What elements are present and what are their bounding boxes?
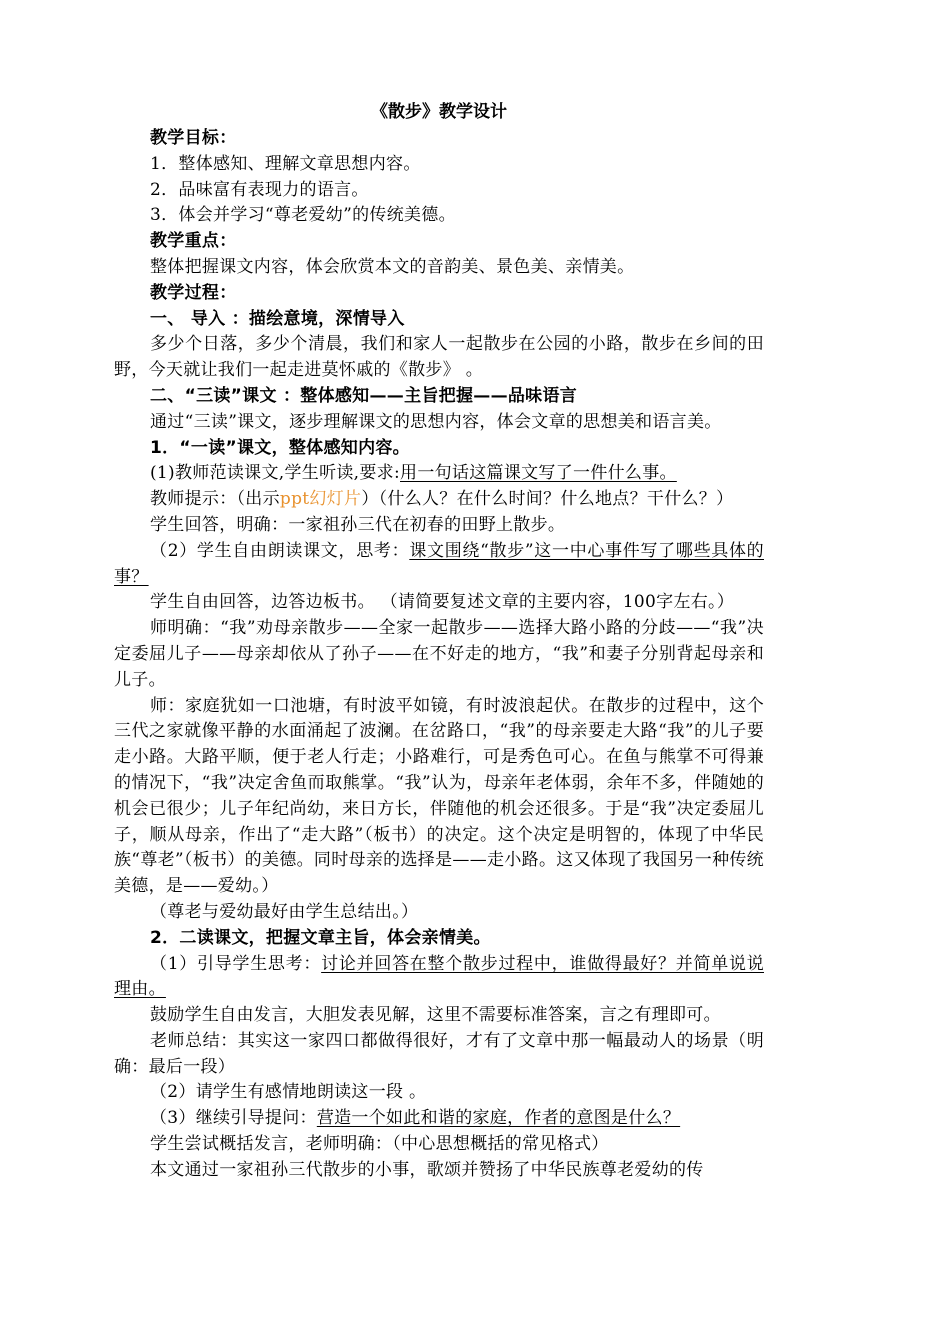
process-heading: 教学过程： (150, 282, 237, 303)
student-answer-2: 学生自由回答，边答边板书。 （请简要复述文章的主要内容，100字左右。） (150, 592, 735, 613)
key-points-heading: 教学重点： (150, 231, 237, 252)
part2-q1-underlined: 讨论并回答在整个散步过程中，谁做得最好？并简单说说理由。 (114, 953, 764, 1000)
part2-heading: 2．二读课文，把握文章主旨，体会亲情美。 (150, 927, 491, 948)
part2-attempt: 学生尝试概括发言，老师明确：（中心思想概括的常见格式） (150, 1134, 609, 1155)
part2-question-1 (114, 952, 764, 1004)
section1-heading: 一、 导入 ：描绘意境，深情导入 (150, 308, 405, 329)
part1-q1-prefix: (1)教师范读课文,学生听读,要求: (150, 463, 401, 484)
part2-question-2: （2）请学生有感情地朗读这一段 。 (150, 1082, 427, 1103)
part2-q3-prefix: （3）继续引导提问： (150, 1108, 317, 1129)
part1-heading: 1．“一读”课文，整体感知内容。 (150, 437, 410, 458)
teacher-clarify: 师明确：“我”劝母亲散步——全家一起散步——选择大路小路的分歧——“我”决定委屈儿子——母亲却依从了孙子——在不好走的地方，“我”和妻子分别背起母亲和儿子。 (114, 618, 764, 690)
key-points-text: 整体把握课文内容，体会欣赏本文的音韵美、景色美、亲情美。 (150, 256, 635, 277)
goal-item-3: 3．体会并学习“尊老爱幼”的传统美德。 (150, 205, 456, 226)
part2-encourage: 鼓励学生自由发言，大胆发表见解，这里不需要标准答案，言之有理即可。 (150, 1005, 721, 1026)
part2-q3-underlined: 营造一个如此和谐的家庭，作者的意图是什么？ (316, 1108, 681, 1129)
document-title: 《散步》教学设计 (371, 102, 507, 122)
hint-prefix: 教师提示：（出示 (150, 489, 280, 510)
section1-text: 多少个日落，多少个清晨，我们和家人一起散步在公园的小路，散步在乡间的田野，今天就让我们一起走进莫怀戚的《散步》 。 (114, 334, 764, 381)
part2-q1-prefix: （1）引导学生思考： (150, 953, 322, 974)
student-answer-1: 学生回答，明确：一家祖孙三代在初春的田野上散步。 (150, 514, 566, 535)
goals-heading: 教学目标： (150, 128, 237, 148)
part2-conclusion: 本文通过一家祖孙三代散步的小事，歌颂并赞扬了中华民族尊老爱幼的传 (150, 1159, 704, 1180)
part1-q2-prefix: （2）学生自由朗读课文，思考： (150, 540, 410, 561)
document-page (114, 98, 764, 1184)
hint-suffix: ）（什么人？在什么时间？什么地点？干什么？） (361, 489, 734, 510)
section2-text: 通过“三读”课文，逐步理解课文的思想内容，体会文章的思想美和语言美。 (150, 411, 722, 432)
goal-item-1: 1．整体感知、理解文章思想内容。 (150, 153, 421, 174)
part2-question-3 (114, 1106, 764, 1132)
hint-ppt: ppt幻灯片 (279, 489, 362, 510)
part2-summary: 老师总结：其实这一家四口都做得很好，才有了文章中那一幅最动人的场景（明确：最后一段） (114, 1030, 764, 1077)
section2-heading: 二、“三读”课文 ：整体感知——主旨把握——品味语言 (150, 385, 578, 406)
part1-q1-underlined: 用一句话这篇课文写了一件什么事。 (400, 463, 677, 484)
goal-item-2: 2．品味富有表现力的语言。 (150, 179, 369, 200)
teacher-hint (114, 487, 764, 513)
teacher-talk: 师：家庭犹如一口池塘，有时波平如镜，有时波浪起伏。在散步的过程中，这个三代之家就像平静的水面涌起了波澜。在岔路口，“我”的母亲要走大路“我”的儿子要走小路。大路平顺，便于老人行走；小路难行，可是秀色可心。在鱼与熊掌不可得兼的情况下，“我”决定舍鱼而取熊掌。“我”认为，母亲年老体弱，余年不多，伴随她的机会已很少；儿子年纪尚幼，来日方长，伴随他的机会还很多。于是“我”决定委屈儿子，顺从母亲，作出了“走大路”（板书）的决定。这个决定是明智的，体现了中华民族“尊老”（板书）的美德。同时母亲的选择是——走小路。这又体现了我国另一种传统美德，是——爱幼。） (114, 695, 764, 897)
part1-question-2 (114, 539, 764, 591)
part1-q2-underlined: 课文围绕“散步”这一中心事件写了哪些具体的事？ (114, 540, 764, 587)
part1-question-1 (114, 461, 764, 487)
part1-note: （尊老与爱幼最好由学生总结出。） (150, 901, 419, 922)
